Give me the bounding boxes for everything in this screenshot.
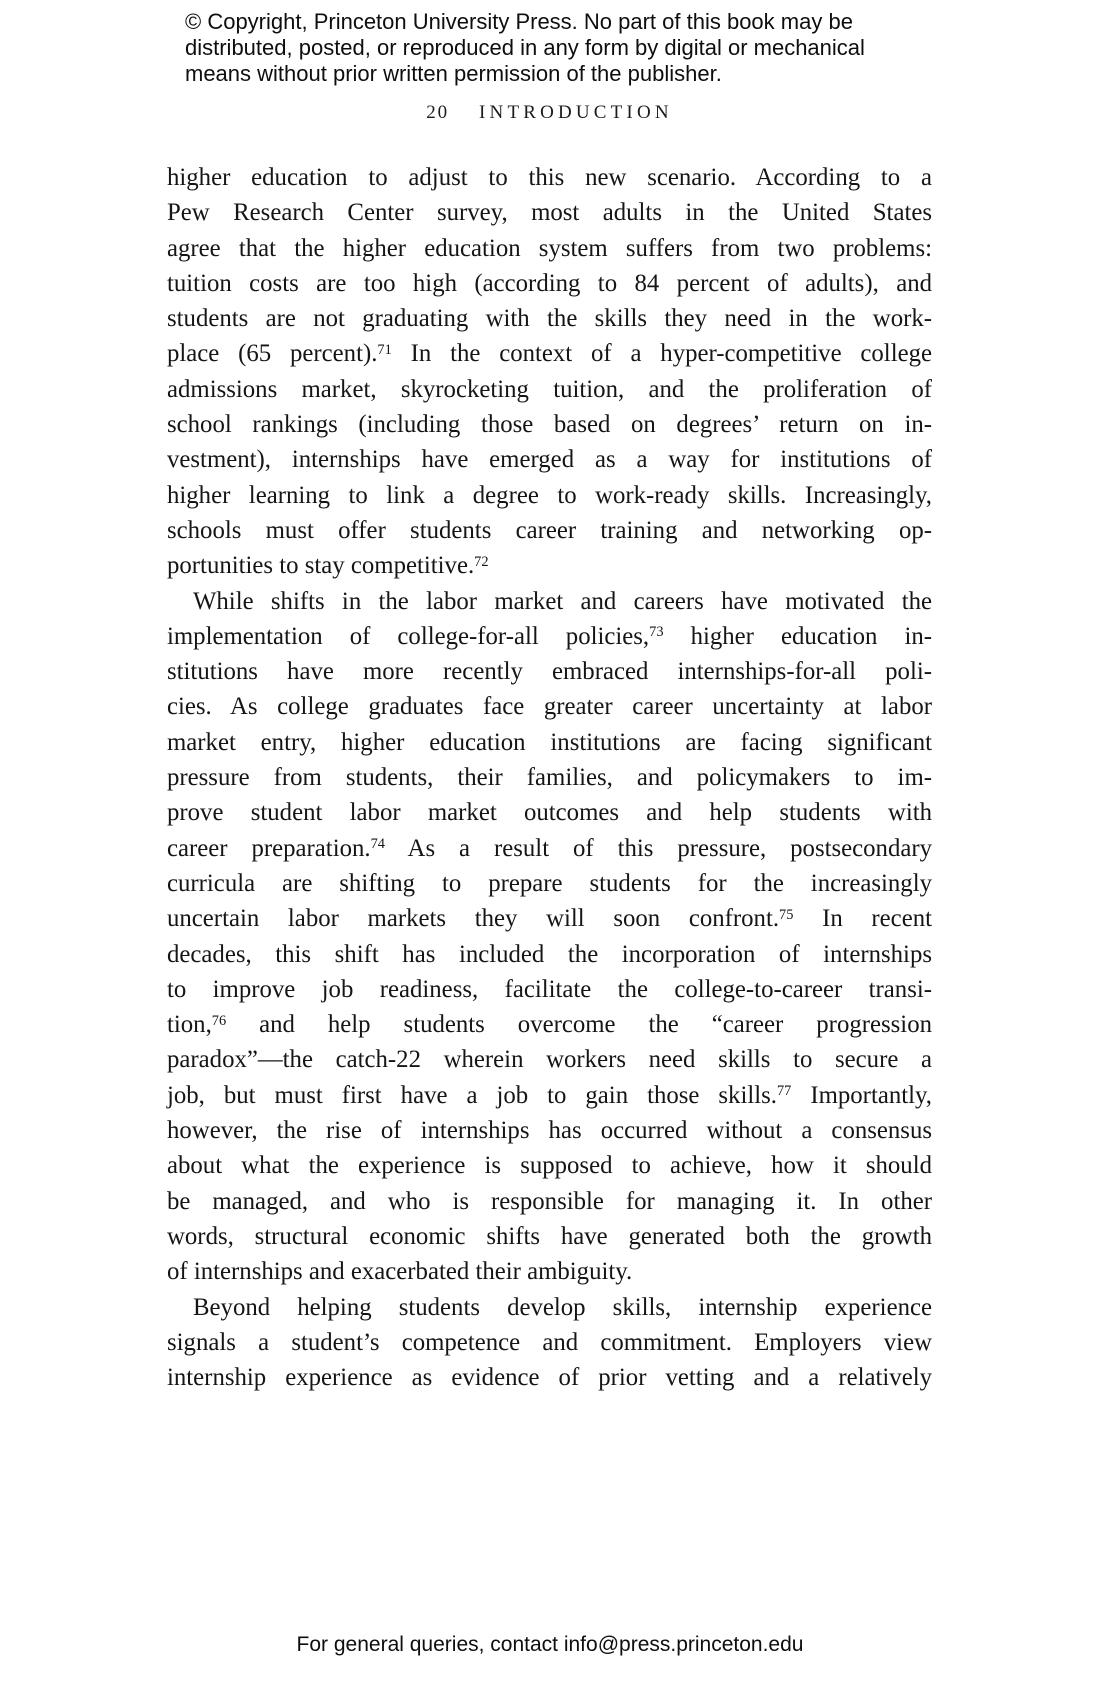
text-line: portunities to stay competitive.$^{72}$ (167, 552, 489, 580)
text-line: While shifts in the labor market and careers have motivated the (193, 587, 932, 615)
text-line: admissions market, skyrocketing tuition, and the proliferation of (167, 375, 932, 403)
text-line: career preparation.$^{74}$ As a result of this pressure, postsecondary (167, 834, 933, 862)
paragraph (167, 1290, 932, 1396)
text-line: words, structural economic shifts have generated both the growth (167, 1222, 932, 1250)
text-line: Beyond helping students develop skills, internship experience (193, 1293, 932, 1321)
text-line: place (65 percent).$^{71}$ In the context of a hyper-competitive college (167, 340, 932, 368)
text-line: cies. As college graduates face greater career uncertainty at labor (167, 693, 932, 721)
text-line: Pew Research Center survey, most adults in the United States (167, 199, 932, 227)
text-line: to improve job readiness, facilitate the college-to-career transi- (167, 975, 932, 1003)
text-line: pressure from students, their families, and policymakers to im- (167, 764, 932, 792)
text-line: students are not graduating with the skills they need in the work- (167, 305, 932, 333)
text-line: higher education to adjust to this new scenario. According to a (167, 164, 932, 191)
footnote-marker: 73 (649, 624, 664, 641)
text-line: decades, this shift has included the incorporation of internships (167, 940, 932, 968)
text-line: about what the experience is supposed to achieve, how it should (167, 1152, 932, 1180)
running-header (167, 102, 932, 124)
copyright-line: distributed, posted, or reproduced in any form by digital or mechanical (185, 35, 865, 60)
body-text (167, 160, 932, 1395)
text-line: uncertain labor markets they will soon confront.$^{75}$ In recent (167, 905, 932, 933)
paragraph (167, 584, 932, 1290)
paragraph (167, 160, 932, 584)
text-line: job, but must first have a job to gain those skills.$^{77}$ Importantly, (167, 1081, 933, 1109)
footnote-marker: 77 (776, 1083, 792, 1100)
text-line: tuition costs are too high (according to 84 percent of adults), and (167, 269, 932, 297)
text-line: of internships and exacerbated their ambiguity. (167, 1258, 633, 1286)
footnote-marker: 74 (370, 836, 385, 853)
text-line: schools must offer students career training and networking op- (167, 516, 932, 544)
text-line: signals a student’s competence and commitment. Employers view (167, 1328, 932, 1356)
page-number: 20 (426, 102, 450, 123)
footnote-marker: 71 (377, 342, 392, 359)
footnote-marker: 76 (211, 1012, 227, 1029)
copyright-line: means without prior written permission of the publisher. (185, 61, 722, 86)
text-line: stitutions have more recently embraced internships-for-all poli- (167, 658, 932, 686)
text-line: internship experience as evidence of prior vetting and a relatively (167, 1364, 932, 1392)
text-line: curricula are shifting to prepare students for the increasingly (167, 869, 932, 897)
copyright-line: © Copyright, Princeton University Press. No part of this book may be (185, 9, 853, 34)
text-line: implementation of college-for-all policies,$^{73}$ higher education in- (167, 622, 932, 650)
text-line: higher learning to link a degree to work-ready skills. Increasingly, (167, 481, 932, 509)
text-line: tion,$^{76}$ and help students overcome the “career progression (167, 1011, 932, 1039)
footer-contact: For general queries, contact info@press.princeton.edu (296, 1633, 804, 1656)
copyright-notice (185, 9, 865, 87)
text-line: agree that the higher education system suffers from two problems: (167, 234, 932, 262)
text-line: market entry, higher education institutions are facing significant (167, 728, 932, 756)
text-line: vestment), internships have emerged as a way for institutions of (167, 446, 932, 474)
footnote-marker: 72 (474, 553, 489, 570)
text-line: prove student labor market outcomes and help students with (167, 799, 932, 827)
chapter-title: INTRODUCTION (479, 102, 673, 123)
text-line: paradox”—the catch-22 wherein workers need skills to secure a (167, 1046, 932, 1074)
footnote-marker: 75 (779, 906, 794, 923)
text-line: school rankings (including those based on degrees’ return on in- (167, 411, 932, 439)
text-line: however, the rise of internships has occurred without a consensus (167, 1117, 932, 1145)
text-line: be managed, and who is responsible for managing it. In other (167, 1187, 932, 1215)
